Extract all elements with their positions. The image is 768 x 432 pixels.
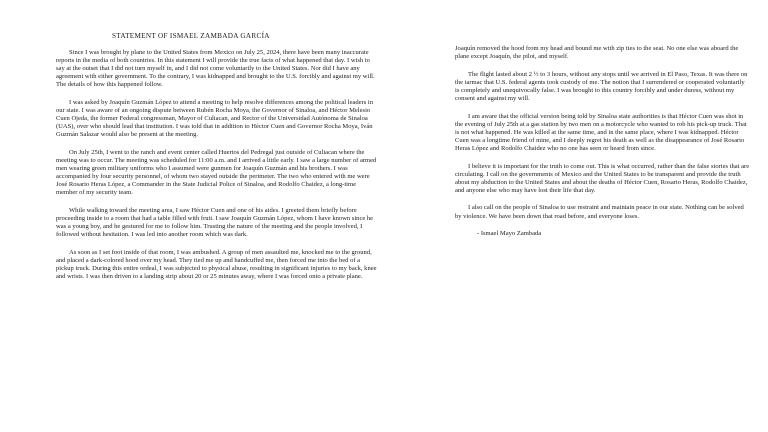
right-page (400, 0, 768, 432)
paragraph-arrival: On July 25th, I went to the ranch and event center called Huertos del Pedregal just outside of Culiacan where the meeting was to occur. The meeting was scheduled for 11:00 a.m. and I arrived a little early. I saw a large number of armed men wearing green military uniforms who I assumed were gunmen for Joaquín Guzmán and his brothers. I was accompanied by four security personnel, of whom two stayed outside the perimeter. The two who entered with me were José Rosario Heras López, a Commander in the State Judicial Police of Sinaloa, and Rodolfo Chaidez, a long-time member of my security team. (56, 148, 377, 197)
paragraph-peace-call: I also call on the people of Sinaloa to use restraint and maintain peace in our state. Nothing can be solved by violence. We have been down that road before, and everyone loses. (455, 204, 744, 220)
paragraph-meeting-request: I was asked by Joaquín Guzmán López to attend a meeting to help resolve differences among the political leaders in our state. I was aware of an ongoing dispute between Rubén Rocha Moya, the Governor of Sinaloa, and Héctor Melesio Cuen Ojeda, the former Federal congressman, Mayor of Culiacan, and Rector of the Universidad Autónoma de Sinaloa (UAS), over who should lead that institution. I was told that in addition to Héctor Cuen and Governor Rocha Moya, Iván Guzmán Salazar would also be present at the meeting. (56, 98, 374, 139)
paragraph-meeting-area: While walking toward the meeting area, I saw Héctor Cuen and one of his aides. I greeted them briefly before proceeding inside to a room that had a table filled with fruit. I saw Joaquín Guzmán López, whom I have known since he was a young boy, and he gestured for me to follow him. Trusting the nature of the meeting and the people involved, I followed without hesitation. I was led into another room which was dark. (56, 207, 374, 239)
paragraph-plane: Joaquín removed the hood from my head and bound me with zip ties to the seat. No one else was aboard the plane except Joaquín, the pilot, and myself. (455, 45, 739, 61)
paragraph-ambush: As soon as I set foot inside of that room, I was ambushed. A group of men assaulted me, knocked me to the ground, and placed a dark-colored hood over my head. They tied me up and handcuffed me, then forced me into the bed of a pickup truck. During this entire ordeal, I was subjected to physical abuse, resulting in significant injuries to my back, knee and wrists. I was then driven to a landing strip about 20 or 25 minutes away, where I was forced onto a private plane. (56, 248, 377, 281)
paragraph-truth: I believe it is important for the truth to come out. This is what occurred, rather than the false stories that are circulating. I call on the governments of Mexico and the United States to be transparent and provide the truth about my abduction to the United States and about the deaths of Héctor Cuen, Rosario Heras, Rodolfo Chaidez, and anyone else who may have lost their life that day. (455, 162, 750, 194)
paragraph-official-version: I am aware that the official version being told by Sinaloa state authorities is that Héctor Cuen was shot in the evening of July 25th at a gas station by two men on a motorcycle who wanted to rob his pick-up truck. That is not what happened. He was killed at the same time, and in the same place, where I was kidnapped. Héctor Cuen was a longtime friend of mine, and I deeply regret his death as well as the disappearance of José Rosario Heras López and Rodolfo Chaidez who no one has seen or heard from since. (455, 112, 747, 152)
document-title: STATEMENT OF ISMAEL ZAMBADA GARCÍA (112, 32, 270, 40)
signature: - Ismael Mayo Zambada (477, 230, 542, 238)
paragraph-intro: Since I was brought by plane to the United States from Mexico on July 25, 2024, there have been many inaccurate reports in the media of both countries. In this statement I will provide the true facts of what happened that day. I wish to say at the outset that I did not turn myself in, and I did not come voluntarily to the United States. Nor did I have any agreement with either government. To the contrary, I was kidnapped and brought to the U.S. forcibly and against my will. The details of how this happened follow. (56, 49, 375, 89)
paragraph-flight: The flight lasted about 2 ½ to 3 hours, without any stops until we arrived in El Paso, Texas. It was there on the tarmac that U.S. federal agents took custody of me. The notion that I surrendered or cooperated voluntarily is completely and unequivocally false. I was brought to this country forcibly and under duress, without my consent and against my will. (455, 70, 748, 102)
